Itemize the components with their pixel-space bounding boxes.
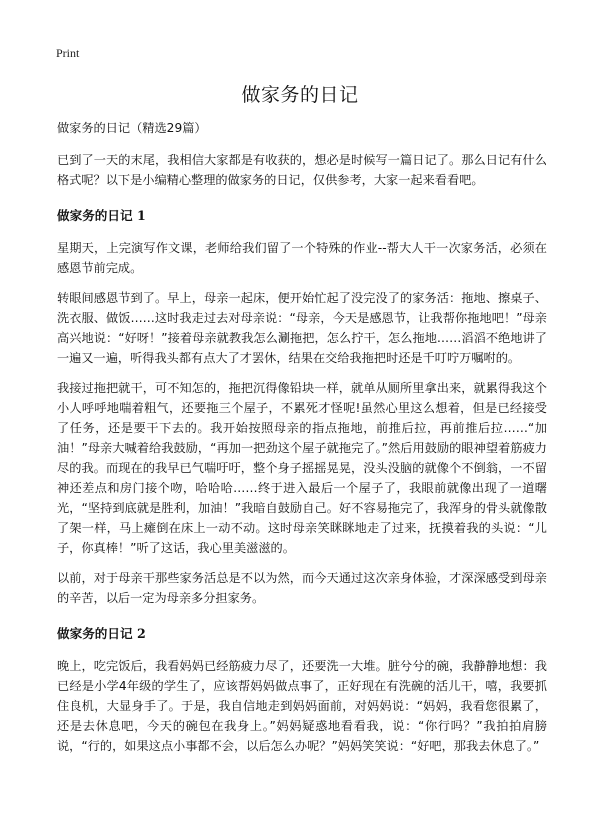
intro-paragraph: 已到了一天的末尾，我相信大家都是有收获的，想必是时候写一篇日记了。那么日记有什么格式呢？以下是小编精心整理的做家务的日记，仅供参考，大家一起来看看吧。	[57, 153, 547, 187]
print-link[interactable]: Print	[56, 46, 80, 60]
section-1-paragraph-4: 以前，对于母亲干那些家务活总是不以为然，而今天通过这次亲身体验，才深深感受到母亲的辛苦，以后一定为母亲多分担家务。	[57, 571, 547, 605]
section-1-paragraph-1: 星期天，上完演写作文课，老师给我们留了一个特殊的作业--帮大人干一次家务活，必须在感恩节前完成。	[57, 241, 547, 275]
section-2-paragraph-1: 晚上，吃完饭后，我看妈妈已经筋疲力尽了，还要洗一大堆。脏兮兮的碗，我静静地想：我已经是小学4年级的学生了，应该帮妈妈做点事了，正好现在有洗碗的活儿干，嘻，我要抓住良机，大显身手了。于是，我自信地走到妈妈面前，对妈妈说：“妈妈，我看您很累了，还是去休息吧，今天的碗包在我身上。”妈妈疑惑地看看我，说：“你行吗？”我拍拍肩膀说，“行的，如果这点小事都不会，以后怎么办呢？”妈妈笑笑说：“好吧，那我去休息了。”	[57, 659, 547, 753]
page-title: 做家务的日记	[241, 84, 359, 106]
section-heading-1: 做家务的日记 1	[57, 208, 146, 223]
section-1-paragraph-3: 我接过拖把就干，可不知怎的，拖把沉得像铅块一样，就单从厕所里拿出来，就累得我这个小人呼呼地喘着粗气，还要拖三个屋子，不累死才怪呢!虽然心里这么想着，但是已经接受了任务，还是要干下去的。我开始按照母亲的指点拖地，前推后拉，再前推后拉……“加油！”母亲大喊着给我鼓励，“再加一把劲这个屋子就拖完了。”然后用鼓励的眼神望着筋疲力尽的我。而现在的我早已气喘吁吁，整个身子摇摇晃晃，没头没脑的就像个不倒翁，一不留神还差点和房门接个吻，哈哈哈……终于进入最后一个屋子了，我眼前就像出现了一道曙光，“坚持到底就是胜利，加油！”我暗自鼓励自己。好不容易拖完了，我浑身的骨头就像散了架一样，马上瘫倒在床上一动不动。这时母亲笑眯眯地走了过来，抚摸着我的头说：“儿子，你真棒！”听了这话，我心里美滋滋的。	[57, 381, 547, 555]
document-body	[57, 118, 547, 766]
section-heading-2: 做家务的日记 2	[57, 626, 146, 641]
section-1-paragraph-2: 转眼间感恩节到了。早上，母亲一起床，便开始忙起了没完没了的家务活：拖地、擦桌子、洗衣服、做饭……这时我走过去对母亲说：“母亲，今天是感恩节，让我帮你拖地吧！”母亲高兴地说：“好呀！”接着母亲就教我怎么涮拖把，怎么拧干，怎么拖地……滔滔不绝地讲了一遍又一遍，听得我头都有点大了才罢休，结果在交给我拖把时还是千叮咛万嘱咐的。	[57, 291, 547, 365]
document-subtitle: 做家务的日记（精选29篇）	[57, 121, 207, 135]
